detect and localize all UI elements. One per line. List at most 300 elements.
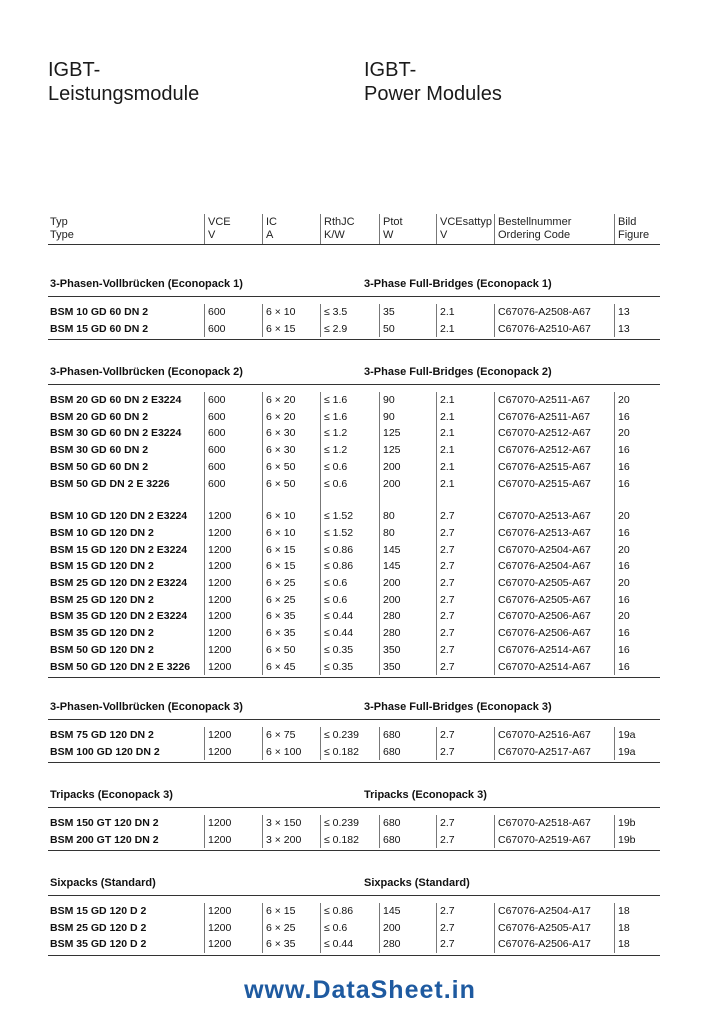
column-separator (379, 903, 380, 953)
cell-ordering-code: C67070-A2514-A67 (498, 660, 591, 673)
cell-vcesat: 2.7 (440, 577, 455, 589)
cell-rth: ≤ 0.86 (324, 560, 354, 573)
cell-ordering-code: C67070-A2512-A67 (498, 427, 591, 440)
cell-vcesat: 2.1 (440, 477, 455, 490)
cell-vce: 1200 (208, 593, 232, 606)
section-title-german: Tripacks (Econopack 3) (50, 789, 173, 801)
cell-ordering-code: C67070-A2505-A67 (498, 577, 591, 589)
cell-ic: 6 × 10 (266, 306, 296, 318)
header-rth: RthJC K/W (324, 216, 355, 241)
header-vce: VCE V (208, 216, 231, 241)
cell-vce: 1200 (208, 729, 232, 741)
cell-figure: 20 (618, 577, 630, 589)
cell-ic: 6 × 15 (266, 322, 296, 335)
cell-figure: 19b (618, 833, 636, 846)
cell-figure: 20 (618, 543, 630, 556)
column-separator (379, 815, 380, 848)
column-separator (494, 304, 495, 337)
cell-figure: 19a (618, 745, 636, 758)
column-separator (436, 304, 437, 337)
cell-figure: 20 (618, 610, 630, 623)
table-row (48, 659, 660, 675)
cell-rth: ≤ 0.86 (324, 905, 354, 917)
cell-ic: 6 × 50 (266, 460, 296, 473)
header-column-separator (204, 214, 205, 244)
table-row (48, 642, 660, 658)
cell-ic: 6 × 20 (266, 394, 296, 406)
section-rule (48, 895, 660, 896)
cell-ordering-code: C67076-A2504-A67 (498, 560, 591, 573)
cell-rth: ≤ 0.239 (324, 729, 359, 741)
section-bottom-rule (48, 762, 660, 763)
column-separator (379, 392, 380, 675)
header-column-separator (262, 214, 263, 244)
cell-vcesat: 2.1 (440, 394, 455, 406)
cell-figure: 16 (618, 560, 630, 573)
column-separator (204, 304, 205, 337)
table-row (48, 409, 660, 425)
cell-ordering-code: C67076-A2515-A67 (498, 460, 591, 473)
cell-ordering-code: C67076-A2505-A17 (498, 921, 591, 934)
cell-figure: 20 (618, 427, 630, 440)
section-rule (48, 719, 660, 720)
cell-rth: ≤ 0.6 (324, 460, 348, 473)
cell-ptot: 125 (383, 444, 401, 457)
cell-figure: 18 (618, 905, 630, 917)
table-row (48, 832, 660, 848)
cell-vce: 600 (208, 322, 226, 335)
column-separator (436, 903, 437, 953)
cell-type: BSM 200 GT 120 DN 2 (50, 833, 159, 846)
cell-rth: ≤ 1.2 (324, 427, 348, 440)
title-english-line2: Power Modules (364, 83, 502, 105)
cell-rth: ≤ 0.6 (324, 921, 348, 934)
cell-figure: 13 (618, 306, 630, 318)
cell-rth: ≤ 1.52 (324, 510, 354, 523)
cell-rth: ≤ 3.5 (324, 306, 348, 318)
cell-vcesat: 2.7 (440, 745, 455, 758)
table-row (48, 392, 660, 408)
column-separator (614, 903, 615, 953)
cell-type: BSM 30 GD 60 DN 2 (50, 444, 149, 457)
table-row (48, 508, 660, 524)
cell-vcesat: 2.1 (440, 322, 455, 335)
cell-figure: 16 (618, 460, 630, 473)
cell-rth: ≤ 0.86 (324, 543, 354, 556)
column-separator (262, 304, 263, 337)
column-separator (320, 815, 321, 848)
cell-figure: 13 (618, 322, 630, 335)
cell-ic: 6 × 15 (266, 560, 296, 573)
cell-rth: ≤ 0.44 (324, 610, 354, 623)
cell-ic: 6 × 75 (266, 729, 296, 741)
cell-vcesat: 2.7 (440, 510, 455, 523)
cell-ordering-code: C67076-A2506-A17 (498, 938, 591, 951)
cell-ptot: 200 (383, 593, 401, 606)
table-row (48, 459, 660, 475)
cell-type: BSM 30 GD 60 DN 2 E3224 (50, 427, 182, 440)
cell-ordering-code: C67076-A2512-A67 (498, 444, 591, 457)
cell-type: BSM 75 GD 120 DN 2 (50, 729, 154, 741)
column-separator (494, 727, 495, 760)
column-separator (494, 815, 495, 848)
header-type: Typ Type (50, 216, 74, 241)
title-english-line1: IGBT- (364, 59, 417, 81)
cell-ordering-code: C67070-A2516-A67 (498, 729, 591, 741)
cell-type: BSM 50 GD DN 2 E 3226 (50, 477, 170, 490)
cell-ordering-code: C67076-A2505-A67 (498, 593, 591, 606)
cell-ic: 6 × 50 (266, 477, 296, 490)
cell-ordering-code: C67076-A2510-A67 (498, 322, 591, 335)
title-german-line1: IGBT- (48, 59, 101, 81)
cell-vcesat: 2.7 (440, 643, 455, 656)
cell-vce: 1200 (208, 610, 232, 623)
cell-rth: ≤ 0.182 (324, 745, 359, 758)
table-row (48, 442, 660, 458)
cell-vce: 1200 (208, 817, 232, 829)
table-row (48, 476, 660, 492)
column-separator (614, 304, 615, 337)
cell-ptot: 680 (383, 745, 401, 758)
cell-type: BSM 10 GD 120 DN 2 E3224 (50, 510, 188, 523)
cell-vcesat: 2.1 (440, 306, 455, 318)
title-english (364, 58, 502, 106)
cell-ptot: 200 (383, 460, 401, 473)
table-row (48, 815, 660, 831)
column-separator (436, 815, 437, 848)
table-row (48, 542, 660, 558)
section-rule (48, 807, 660, 808)
table-row (48, 920, 660, 936)
cell-vcesat: 2.7 (440, 593, 455, 606)
cell-rth: ≤ 2.9 (324, 322, 348, 335)
column-separator (204, 815, 205, 848)
column-separator (379, 727, 380, 760)
cell-ic: 6 × 30 (266, 427, 296, 440)
cell-rth: ≤ 0.35 (324, 660, 354, 673)
cell-figure: 20 (618, 394, 630, 406)
cell-vcesat: 2.7 (440, 905, 455, 917)
column-separator (204, 727, 205, 760)
header-column-separator (436, 214, 437, 244)
cell-vcesat: 2.1 (440, 427, 455, 440)
cell-type: BSM 35 GD 120 DN 2 (50, 627, 154, 640)
cell-figure: 16 (618, 410, 630, 423)
cell-figure: 18 (618, 938, 630, 951)
cell-vcesat: 2.7 (440, 938, 455, 951)
watermark: www.DataSheet.in (244, 976, 476, 1004)
cell-rth: ≤ 1.2 (324, 444, 348, 457)
column-separator (494, 903, 495, 953)
cell-ordering-code: C67076-A2506-A67 (498, 627, 591, 640)
section-title-german: 3-Phasen-Vollbrücken (Econopack 1) (50, 278, 243, 290)
cell-ptot: 200 (383, 477, 401, 490)
cell-vcesat: 2.7 (440, 833, 455, 846)
column-separator (320, 392, 321, 675)
cell-vce: 1200 (208, 905, 232, 917)
header-figure: Bild Figure (618, 216, 650, 241)
column-separator (320, 903, 321, 953)
cell-ic: 6 × 35 (266, 938, 296, 951)
cell-type: BSM 25 GD 120 DN 2 E3224 (50, 577, 188, 589)
cell-vcesat: 2.1 (440, 410, 455, 423)
section-title-english: 3-Phase Full-Bridges (Econopack 1) (364, 278, 552, 290)
cell-type: BSM 10 GD 60 DN 2 (50, 306, 149, 318)
section-rule (48, 384, 660, 385)
cell-figure: 16 (618, 660, 630, 673)
table-row (48, 744, 660, 760)
section-title-german: 3-Phasen-Vollbrücken (Econopack 3) (50, 701, 243, 713)
cell-ic: 6 × 50 (266, 643, 296, 656)
cell-ordering-code: C67070-A2506-A67 (498, 610, 591, 623)
cell-vcesat: 2.7 (440, 817, 455, 829)
cell-ptot: 90 (383, 410, 395, 423)
table-row (48, 608, 660, 624)
section-title-german: Sixpacks (Standard) (50, 877, 156, 889)
cell-ordering-code: C67070-A2518-A67 (498, 817, 591, 829)
cell-vce: 600 (208, 306, 226, 318)
table-row (48, 558, 660, 574)
cell-rth: ≤ 0.44 (324, 938, 354, 951)
cell-ic: 6 × 100 (266, 745, 302, 758)
cell-ptot: 145 (383, 543, 401, 556)
cell-vce: 1200 (208, 643, 232, 656)
cell-ordering-code: C67070-A2513-A67 (498, 510, 591, 523)
table-row (48, 625, 660, 641)
cell-figure: 20 (618, 510, 630, 523)
cell-ptot: 680 (383, 817, 401, 829)
cell-ordering-code: C67070-A2515-A67 (498, 477, 591, 490)
cell-ordering-code: C67070-A2511-A67 (498, 394, 591, 406)
title-german-line2: Leistungsmodule (48, 83, 200, 105)
cell-vcesat: 2.7 (440, 729, 455, 741)
column-separator (436, 727, 437, 760)
header-column-separator (494, 214, 495, 244)
cell-ordering-code: C67070-A2504-A67 (498, 543, 591, 556)
cell-figure: 16 (618, 627, 630, 640)
cell-vce: 1200 (208, 921, 232, 934)
cell-type: BSM 15 GD 120 D 2 (50, 905, 147, 917)
cell-rth: ≤ 0.35 (324, 643, 354, 656)
cell-ic: 6 × 25 (266, 593, 296, 606)
cell-vce: 600 (208, 410, 226, 423)
cell-vce: 1200 (208, 560, 232, 573)
cell-ic: 6 × 10 (266, 510, 296, 523)
section-title-english: 3-Phase Full-Bridges (Econopack 3) (364, 701, 552, 713)
cell-ptot: 350 (383, 660, 401, 673)
cell-vce: 1200 (208, 660, 232, 673)
cell-ptot: 680 (383, 729, 401, 741)
column-separator (436, 392, 437, 675)
header-ordering-code: Bestellnummer Ordering Code (498, 216, 572, 241)
cell-type: BSM 35 GD 120 D 2 (50, 938, 147, 951)
cell-vce: 1200 (208, 627, 232, 640)
table-row (48, 304, 660, 320)
section-bottom-rule (48, 850, 660, 851)
column-separator (379, 304, 380, 337)
cell-rth: ≤ 0.6 (324, 577, 348, 589)
header-ptot: Ptot W (383, 216, 403, 241)
table-row (48, 321, 660, 337)
column-separator (320, 727, 321, 760)
cell-ordering-code: C67076-A2513-A67 (498, 526, 591, 539)
cell-type: BSM 100 GD 120 DN 2 (50, 745, 160, 758)
cell-type: BSM 20 GD 60 DN 2 (50, 410, 149, 423)
cell-ic: 6 × 15 (266, 543, 296, 556)
column-separator (614, 727, 615, 760)
cell-vcesat: 2.7 (440, 543, 455, 556)
cell-ptot: 350 (383, 643, 401, 656)
cell-vce: 600 (208, 394, 226, 406)
cell-rth: ≤ 1.6 (324, 394, 348, 406)
table-row (48, 575, 660, 591)
cell-ic: 6 × 35 (266, 610, 296, 623)
table-row (48, 425, 660, 441)
cell-ic: 6 × 25 (266, 577, 296, 589)
column-separator (320, 304, 321, 337)
column-separator (262, 903, 263, 953)
cell-vce: 600 (208, 427, 226, 440)
cell-vcesat: 2.7 (440, 526, 455, 539)
cell-type: BSM 50 GD 120 DN 2 (50, 643, 154, 656)
column-separator (494, 392, 495, 675)
column-separator (262, 815, 263, 848)
cell-ic: 6 × 45 (266, 660, 296, 673)
cell-vcesat: 2.7 (440, 660, 455, 673)
cell-vce: 1200 (208, 745, 232, 758)
header-rule (48, 244, 660, 245)
section-title-english: 3-Phase Full-Bridges (Econopack 2) (364, 366, 552, 378)
cell-figure: 16 (618, 477, 630, 490)
cell-type: BSM 25 GD 120 D 2 (50, 921, 147, 934)
cell-rth: ≤ 0.239 (324, 817, 359, 829)
cell-vce: 600 (208, 460, 226, 473)
cell-figure: 19b (618, 817, 636, 829)
cell-vcesat: 2.1 (440, 444, 455, 457)
column-separator (262, 727, 263, 760)
section-rule (48, 296, 660, 297)
cell-ic: 6 × 30 (266, 444, 296, 457)
cell-ptot: 90 (383, 394, 395, 406)
header-vcesat: VCEsattyp V (440, 216, 492, 241)
cell-type: BSM 15 GD 120 DN 2 (50, 560, 154, 573)
header-ic: IC A (266, 216, 277, 241)
cell-vce: 1200 (208, 526, 232, 539)
cell-type: BSM 25 GD 120 DN 2 (50, 593, 154, 606)
cell-ptot: 200 (383, 921, 401, 934)
section-title-english: Sixpacks (Standard) (364, 877, 470, 889)
cell-ordering-code: C67076-A2504-A17 (498, 905, 591, 917)
section-title-german: 3-Phasen-Vollbrücken (Econopack 2) (50, 366, 243, 378)
cell-type: BSM 150 GT 120 DN 2 (50, 817, 159, 829)
cell-figure: 16 (618, 526, 630, 539)
column-separator (614, 392, 615, 675)
table-row (48, 903, 660, 919)
cell-type: BSM 50 GD 60 DN 2 (50, 460, 149, 473)
cell-ordering-code: C67076-A2511-A67 (498, 410, 591, 423)
cell-vce: 1200 (208, 543, 232, 556)
cell-rth: ≤ 1.6 (324, 410, 348, 423)
cell-vce: 1200 (208, 577, 232, 589)
column-separator (204, 903, 205, 953)
cell-vce: 600 (208, 444, 226, 457)
cell-vcesat: 2.7 (440, 560, 455, 573)
cell-vce: 1200 (208, 833, 232, 846)
title-german (48, 58, 199, 106)
section-title-english: Tripacks (Econopack 3) (364, 789, 487, 801)
cell-ordering-code: C67076-A2514-A67 (498, 643, 591, 656)
cell-vce: 1200 (208, 938, 232, 951)
section-bottom-rule (48, 339, 660, 340)
cell-rth: ≤ 0.6 (324, 477, 348, 490)
cell-vce: 1200 (208, 510, 232, 523)
cell-ptot: 80 (383, 510, 395, 523)
cell-ordering-code: C67070-A2517-A67 (498, 745, 591, 758)
header-column-separator (320, 214, 321, 244)
cell-type: BSM 15 GD 120 DN 2 E3224 (50, 543, 188, 556)
cell-ptot: 35 (383, 306, 395, 318)
section-bottom-rule (48, 955, 660, 956)
cell-ordering-code: C67070-A2519-A67 (498, 833, 591, 846)
cell-ptot: 145 (383, 905, 401, 917)
cell-ptot: 280 (383, 627, 401, 640)
cell-ordering-code: C67076-A2508-A67 (498, 306, 591, 318)
cell-ptot: 280 (383, 938, 401, 951)
cell-ic: 3 × 150 (266, 817, 302, 829)
cell-rth: ≤ 0.6 (324, 593, 348, 606)
cell-figure: 19a (618, 729, 636, 741)
table-row (48, 592, 660, 608)
cell-ptot: 145 (383, 560, 401, 573)
cell-figure: 16 (618, 643, 630, 656)
cell-ic: 6 × 15 (266, 905, 296, 917)
cell-vcesat: 2.7 (440, 921, 455, 934)
table-row (48, 936, 660, 952)
cell-type: BSM 50 GD 120 DN 2 E 3226 (50, 660, 191, 673)
cell-vcesat: 2.7 (440, 627, 455, 640)
header-column-separator (379, 214, 380, 244)
cell-ic: 6 × 25 (266, 921, 296, 934)
cell-ptot: 680 (383, 833, 401, 846)
cell-ptot: 280 (383, 610, 401, 623)
cell-rth: ≤ 0.44 (324, 627, 354, 640)
cell-figure: 16 (618, 593, 630, 606)
cell-type: BSM 35 GD 120 DN 2 E3224 (50, 610, 188, 623)
cell-vcesat: 2.1 (440, 460, 455, 473)
cell-vcesat: 2.7 (440, 610, 455, 623)
cell-ic: 6 × 10 (266, 526, 296, 539)
cell-type: BSM 20 GD 60 DN 2 E3224 (50, 394, 182, 406)
cell-ic: 6 × 20 (266, 410, 296, 423)
cell-ic: 3 × 200 (266, 833, 302, 846)
column-separator (262, 392, 263, 675)
column-separator (204, 392, 205, 675)
cell-type: BSM 15 GD 60 DN 2 (50, 322, 149, 335)
table-row (48, 727, 660, 743)
cell-rth: ≤ 1.52 (324, 526, 354, 539)
cell-vce: 600 (208, 477, 226, 490)
cell-ptot: 50 (383, 322, 395, 335)
header-column-separator (614, 214, 615, 244)
cell-type: BSM 10 GD 120 DN 2 (50, 526, 154, 539)
column-separator (614, 815, 615, 848)
cell-figure: 18 (618, 921, 630, 934)
table-row (48, 525, 660, 541)
cell-ptot: 125 (383, 427, 401, 440)
cell-ptot: 200 (383, 577, 401, 589)
cell-rth: ≤ 0.182 (324, 833, 359, 846)
cell-figure: 16 (618, 444, 630, 457)
